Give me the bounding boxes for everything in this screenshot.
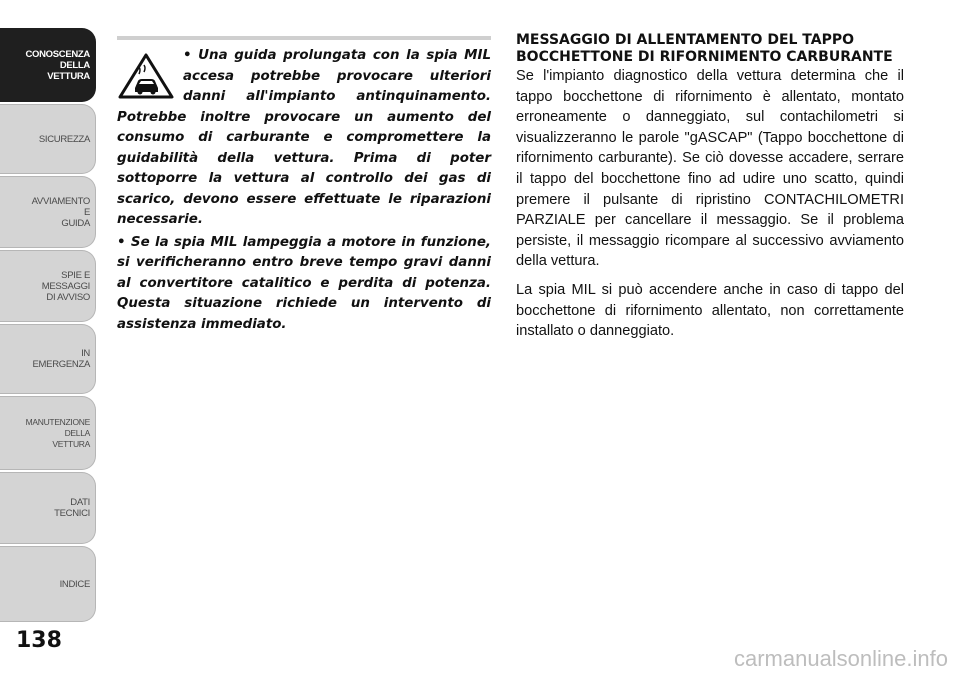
warning-box: [117, 36, 491, 337]
tab-in-emergenza[interactable]: [0, 324, 96, 394]
tab-avviamento-e-guida[interactable]: [0, 176, 96, 248]
tab-indice[interactable]: [0, 546, 96, 622]
tab-label-line: VETTURA: [52, 438, 90, 449]
section-heading: MESSAGGIO DI ALLENTAMENTO DEL TAPPO BOCCHETTONE DI RIFORNIMENTO CARBURANTE: [516, 32, 893, 65]
tab-label-line: INDICE: [59, 578, 90, 590]
tab-label-line: MESSAGGI: [41, 280, 90, 292]
tab-dati-tecnici[interactable]: [0, 472, 96, 544]
tab-spie-e-messaggi[interactable]: [0, 250, 96, 322]
tab-label-line: DI AVVISO: [46, 291, 90, 303]
tab-label-line: DELLA: [59, 59, 90, 71]
body-paragraph: Se l'impianto diagnostico della vettura determina che il tappo bocchettone di rifornimento è allentato, montato erroneamente o danneggiato, sul contachilometri si visualizzeranno le parole "gASCAP" (Tappo bocchettone di rifornimento carburante). Se ciò dovesse accadere, serrare il tappo del bocchettone fino ad udire uno scatto, quindi premere il pulsante di ripristino CONTACHILOMETRI PARZIALE per cancellare il messaggio. Se il problema persiste, il messaggio ricompare al successivo avviamento della vettura.: [516, 68, 904, 270]
tab-label-line: DATI: [70, 497, 90, 508]
tab-conoscenza-della-vettura[interactable]: [0, 28, 96, 102]
section-rule: [117, 36, 491, 40]
tab-manutenzione-della-vettura[interactable]: [0, 396, 96, 470]
tab-label-line: DELLA: [64, 427, 90, 438]
tab-label-line: GUIDA: [61, 217, 90, 229]
tab-label-line: AVVIAMENTO: [31, 195, 90, 207]
tab-label-line: TECNICI: [54, 508, 90, 519]
tab-label-line: SICUREZZA: [38, 133, 90, 145]
page-number: 138: [16, 628, 62, 653]
tab-label-line: MANUTENZIONE: [25, 416, 90, 427]
body-paragraph: La spia MIL si può accendere anche in caso di tappo del bocchettone di rifornimento allentato, non correttamente installato o danneggiato.: [516, 281, 904, 340]
tab-sicurezza[interactable]: [0, 104, 96, 174]
tab-label-line: VETTURA: [47, 70, 90, 82]
tab-label-line: IN: [81, 348, 90, 359]
tab-label-line: CONOSCENZA: [25, 48, 90, 60]
warning-triangle-car-icon: [117, 52, 175, 100]
tab-label-line: EMERGENZA: [32, 359, 90, 370]
fuel-cap-section: [516, 32, 904, 350]
warning-bullet: • Una guida prolungata con la spia MIL accesa potrebbe provocare ulteriori danni all'impianto antinquinamento. Potrebbe inoltre provocare un aumento del consumo di carburante e compromettere la guidabilità della vettura. Prima di poter sottoporre la vettura al controllo dei gas di scarico, devono essere effettuate le riparazioni necessarie.: [117, 48, 491, 227]
tab-label-line: E: [83, 206, 90, 218]
tab-label-line: SPIE E: [61, 269, 90, 281]
warning-bullet: • Se la spia MIL lampeggia a motore in funzione, si verificheranno entro breve tempo gravi danni al convertitore catalitico e perdita di potenza. Questa situazione richiede un intervento di assistenza immediato.: [117, 234, 491, 332]
watermark: carmanualsonline.info: [733, 646, 948, 671]
